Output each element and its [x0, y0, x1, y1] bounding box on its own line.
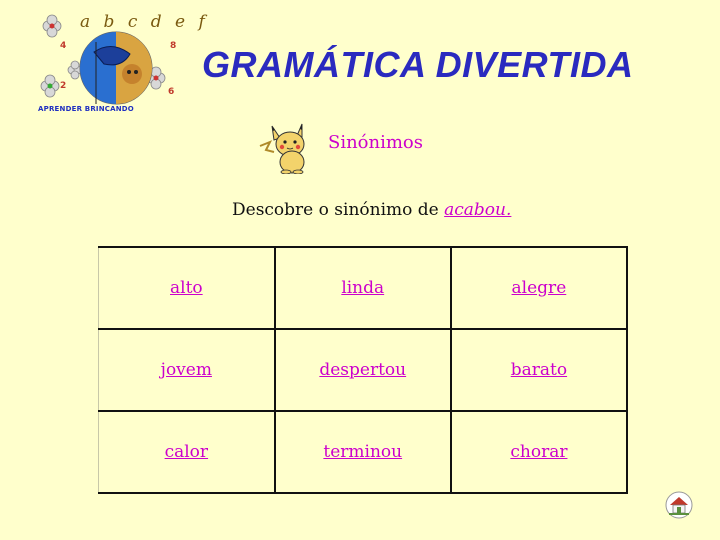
answer-option-terminou[interactable]: terminou: [323, 442, 403, 462]
answer-option-calor[interactable]: calor: [164, 442, 209, 462]
target-word: acabou.: [444, 200, 512, 220]
answer-option-linda[interactable]: linda: [341, 278, 385, 298]
answer-option-chorar[interactable]: chorar: [510, 442, 568, 462]
answer-cell: [451, 247, 627, 329]
logo-letters: a b c d e f: [80, 12, 209, 32]
answer-option-barato[interactable]: barato: [510, 360, 568, 380]
answer-option-alto[interactable]: alto: [170, 278, 203, 298]
answer-cell: [451, 411, 627, 493]
answer-grid: [98, 246, 628, 494]
answer-cell: [451, 329, 627, 411]
home-button[interactable]: [664, 490, 694, 520]
home-icon: [664, 490, 694, 520]
answer-option-jovem[interactable]: jovem: [160, 360, 212, 380]
answer-option-alegre[interactable]: alegre: [511, 278, 567, 298]
logo: [34, 12, 209, 120]
answer-cell: [275, 329, 451, 411]
logo-number-4: 4: [60, 41, 67, 51]
page-title: GRAMÁTICA DIVERTIDA: [202, 44, 634, 85]
answer-cell: [99, 411, 275, 493]
answer-cell: [99, 247, 275, 329]
answer-row: [99, 247, 628, 329]
question-prompt: [232, 200, 511, 220]
pikachu-mascot-icon: [258, 116, 320, 174]
question-text: Descobre o sinónimo de: [232, 200, 439, 220]
answer-cell: [275, 247, 451, 329]
answer-cell: [275, 411, 451, 493]
logo-number-6: 6: [168, 87, 175, 97]
section-subtitle: Sinónimos: [328, 132, 424, 153]
answer-row: [99, 329, 628, 411]
answer-option-despertou[interactable]: despertou: [319, 360, 407, 380]
logo-number-2: 2: [60, 81, 67, 91]
answer-cell: [99, 329, 275, 411]
logo-caption: APRENDER BRINCANDO: [38, 105, 134, 113]
logo-number-8: 8: [170, 41, 177, 51]
answer-row: [99, 411, 628, 493]
